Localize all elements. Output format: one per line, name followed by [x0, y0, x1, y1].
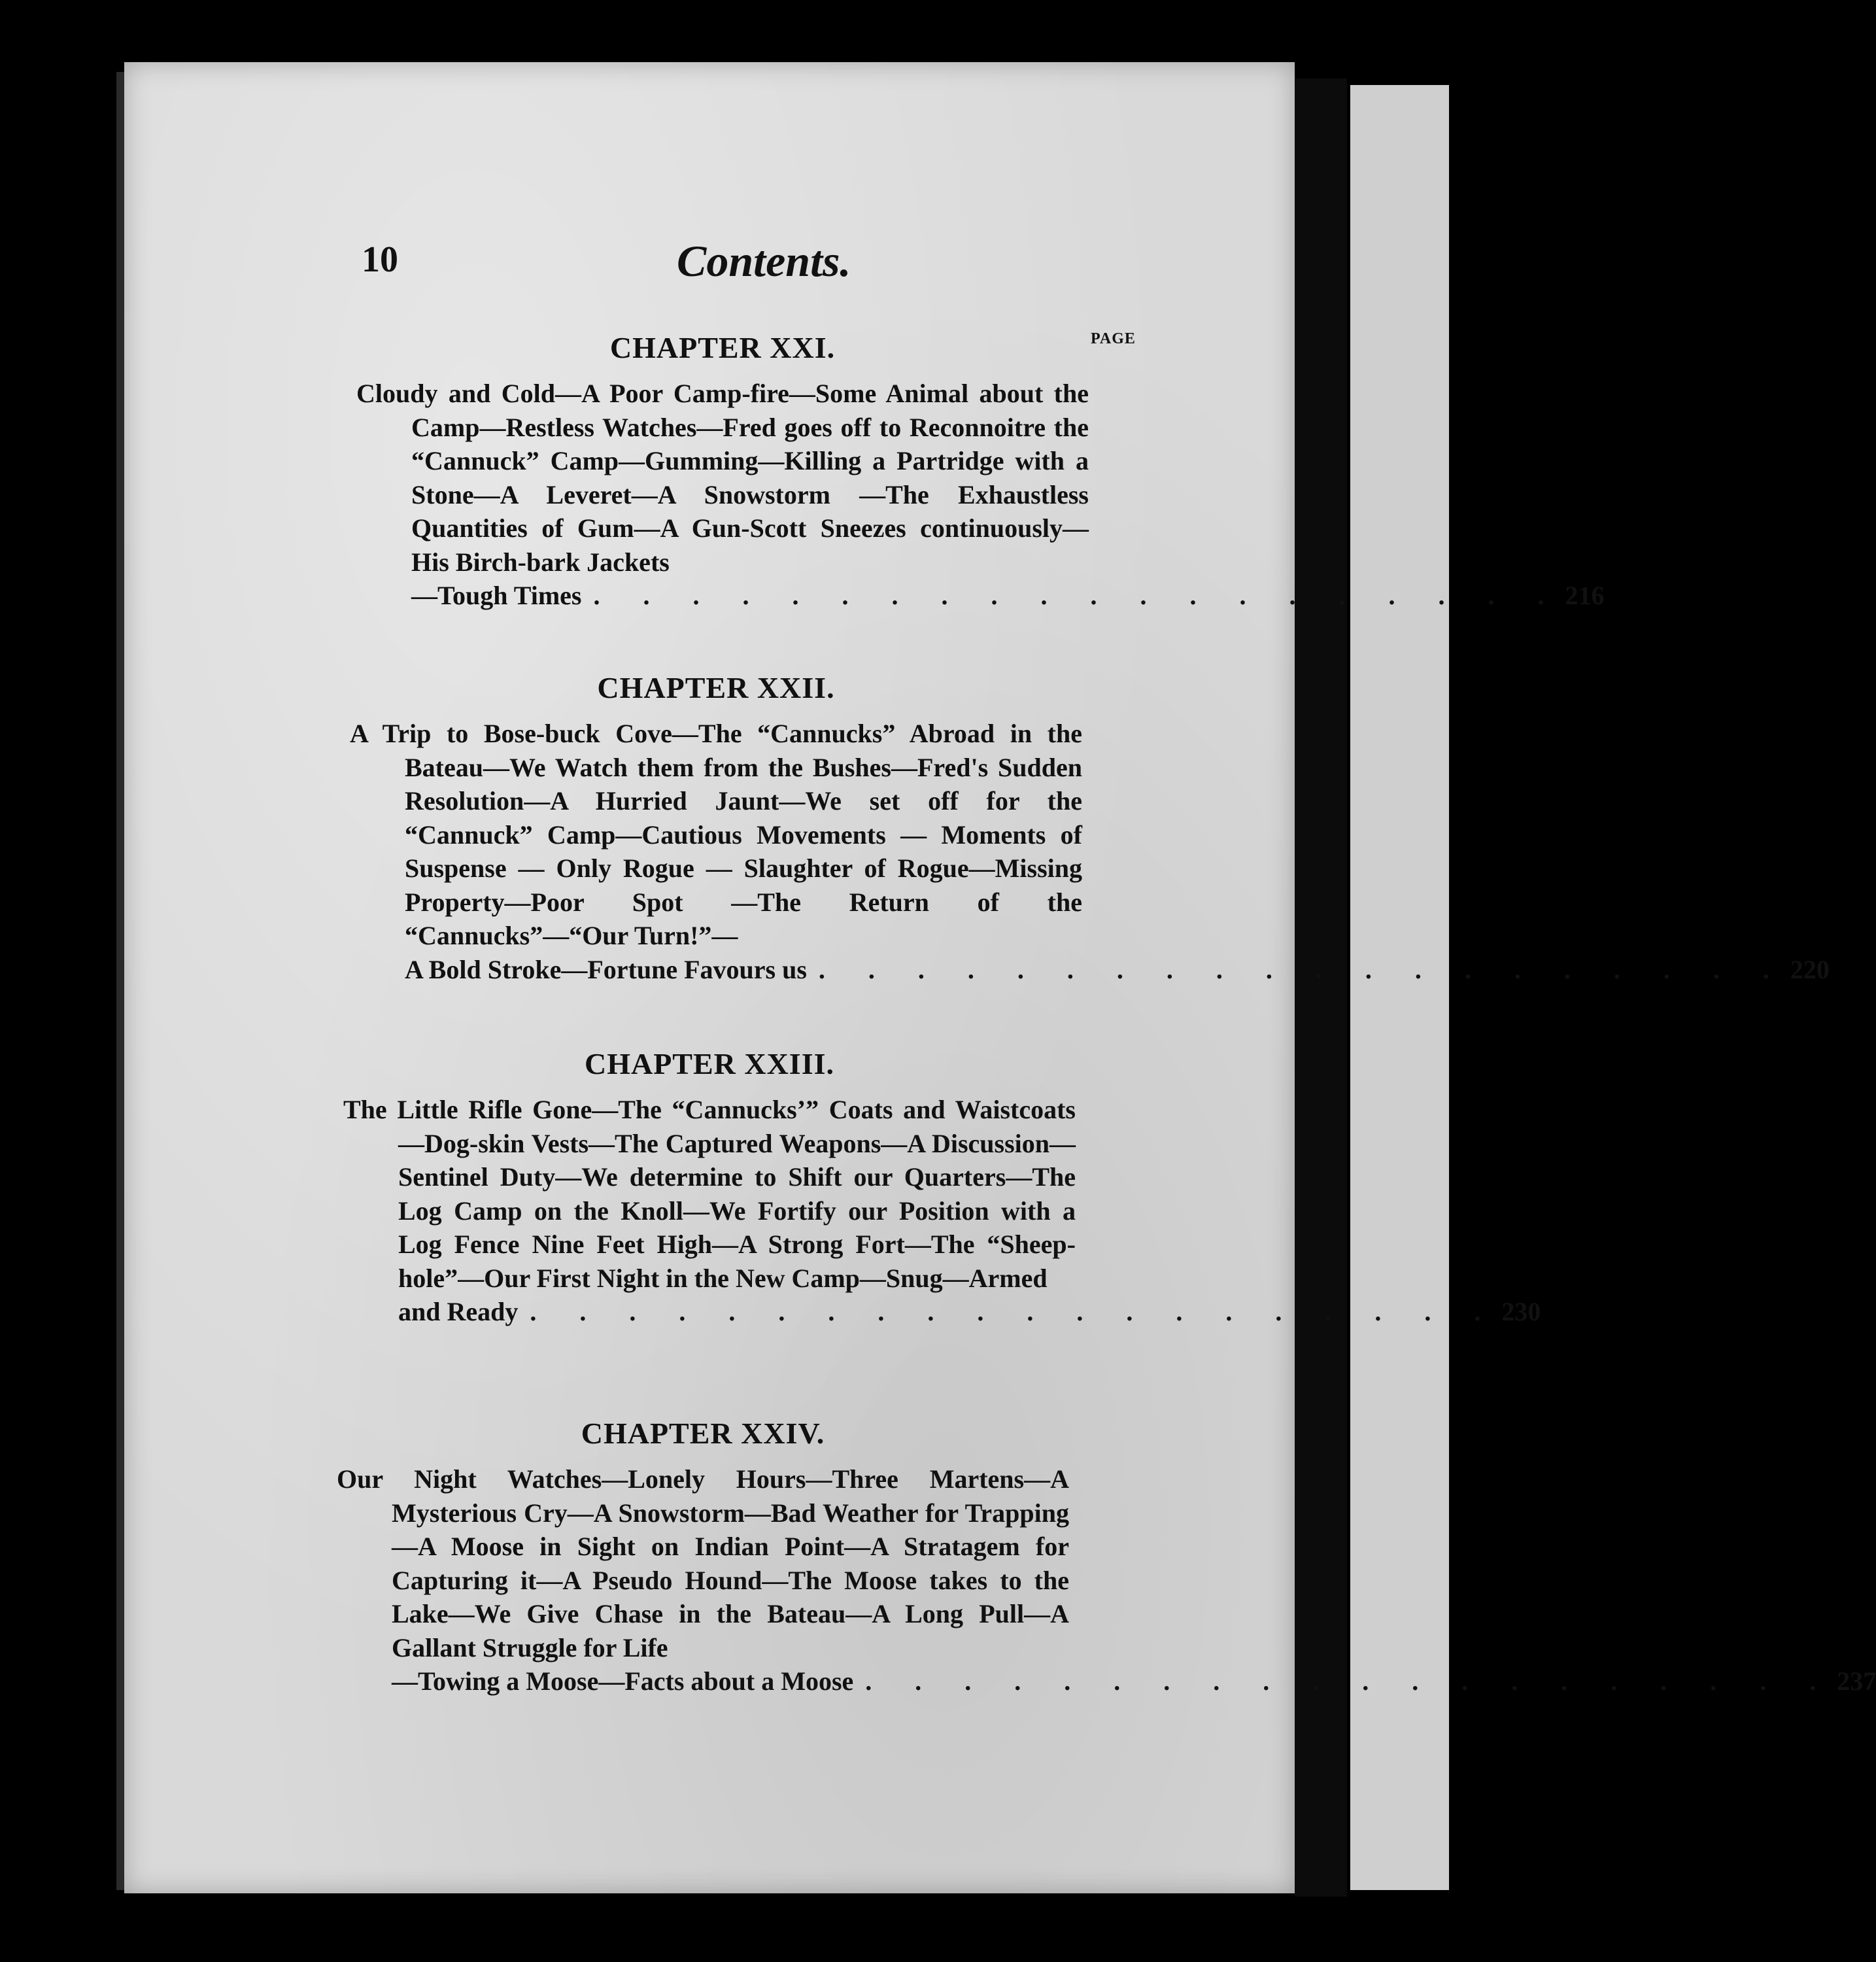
book-gutter	[1295, 78, 1347, 1897]
running-title: Contents.	[677, 236, 851, 286]
chapter-heading: CHAPTER XXIII.	[584, 1047, 835, 1080]
chapter-heading: CHAPTER XXII.	[597, 671, 835, 704]
facing-page-edge	[1350, 85, 1449, 1890]
chapter-entry	[343, 1046, 1541, 1329]
chapter-summary-last-line	[337, 1664, 1876, 1698]
chapter-heading: CHAPTER XXIV.	[581, 1417, 825, 1450]
chapter-summary-tail: A Bold Stroke—Fortune Favours us	[405, 954, 807, 984]
chapter-summary: Our Night Watches—Lonely Hours—Three Martens—A Mysterious Cry—A Snowstorm—Bad Weather for Trapping—A Moose in Sight on Indian Point—A Stratagem for Capturing it—A Pseudo Hound—The Moose takes to the Lake—We Give Chase in the Bateau—A Long Pull—A Gallant Struggle for Life	[337, 1464, 1069, 1662]
chapter-summary-last-line	[343, 1295, 1541, 1329]
dot-leader: . . . . . . . . . . . . . . . . . . . .	[593, 581, 1563, 610]
chapter-summary-last-line	[356, 579, 1605, 613]
page-column-label: PAGE	[1091, 330, 1136, 347]
chapter-summary-tail: —Towing a Moose—Facts about a Moose	[392, 1666, 854, 1696]
chapter-summary-tail: —Tough Times	[411, 581, 582, 610]
chapter-summary-tail: and Ready	[398, 1297, 519, 1326]
chapter-page-number: 237	[1837, 1666, 1876, 1696]
chapter-entry	[337, 1416, 1876, 1698]
chapter-summary: A Trip to Bose-buck Cove—The “Cannucks” Abroad in the Bateau—We Watch them from the Bushes—Fred's Sudden Resolution—A Hurried Jaunt—We set off for the “Cannuck” Camp—Cautious Movements — Moments of Suspense — Only Rogue — Slaughter of Rogue—Missing Property—Poor Spot —The Return of the “Cannucks”—“Our Turn!”—	[350, 719, 1082, 950]
chapter-heading: CHAPTER XXI.	[609, 331, 836, 364]
chapter-summary-last-line	[350, 953, 1830, 987]
chapter-summary: The Little Rifle Gone—The “Cannucks’” Coats and Waistcoats—Dog-skin Vests—The Captured Weapons—A Discussion—Sentinel Duty—We determine to Shift our Quarters—The Log Camp on the Knoll—We Fortify our Position with a Log Fence Nine Feet High—A Strong Fort—The “Sheep-hole”—Our First Night in the New Camp—Snug—Armed	[343, 1095, 1076, 1293]
dot-leader: . . . . . . . . . . . . . . . . . . . .	[865, 1666, 1835, 1696]
chapter-summary: Cloudy and Cold—A Poor Camp-fire—Some Animal about the Camp—Restless Watches—Fred goes off to Reconnoitre the “Cannuck” Camp—Gumming—Killing a Partridge with a Stone—A Leveret—A Snowstorm —The Exhaustless Quantities of Gum—A Gun-Scott Sneezes continuously—His Birch-bark Jackets	[356, 379, 1089, 577]
chapter-entry	[350, 670, 1830, 986]
dot-leader: . . . . . . . . . . . . . . . . . . . .	[530, 1297, 1499, 1326]
chapter-page-number: 220	[1790, 954, 1830, 984]
page-number: 10	[362, 239, 398, 280]
chapter-page-number: 216	[1565, 581, 1605, 610]
dot-leader: . . . . . . . . . . . . . . . . . . . .	[818, 954, 1788, 984]
chapter-page-number: 230	[1501, 1297, 1541, 1326]
